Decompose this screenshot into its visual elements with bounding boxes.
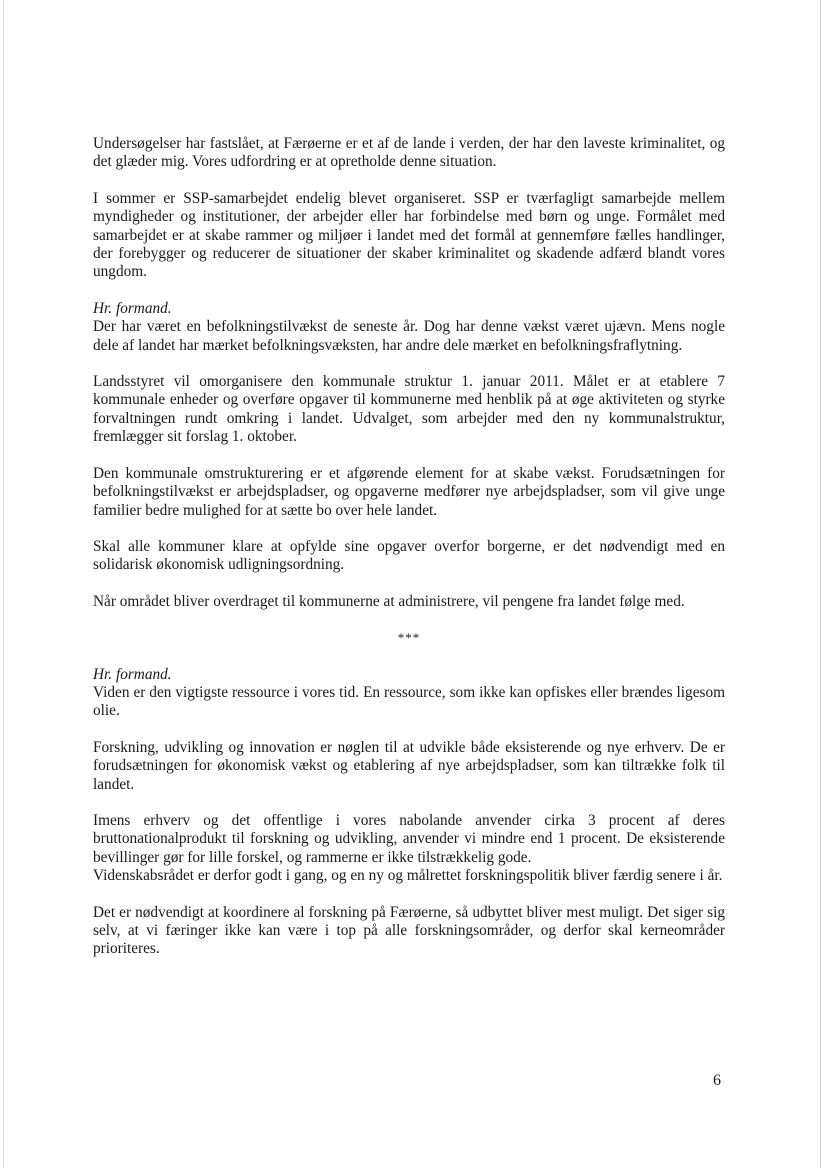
- scan-edge-left: [3, 0, 4, 1168]
- paragraph-knowledge: Viden er den vigtigste ressource i vores tid. En ressource, som ikke kan opfiskes eller brændes ligesom olie.: [93, 683, 725, 720]
- paragraph-population: Der har været en befolkningstilvækst de seneste år. Dog har denne vækst været ujævn. Mens nogle dele af landet har mærket befolkningsvæksten, har andre dele mærket en befolkningsfraflytning.: [93, 318, 725, 354]
- page-number: 6: [713, 1072, 721, 1089]
- paragraph-coordination: Det er nødvendigt at koordinere al forskning på Færøerne, så udbyttet bliver mest muligt. Det siger sig selv, at vi færinger ikke kan være i top på alle forskningsområder, og derfor skal kerneområder prioriteres.: [93, 903, 725, 958]
- paragraph-research-innovation: Forskning, udvikling og innovation er nøglen til at udvikle både eksisterende og nye erhverv. De er forudsætningen for økonomisk vækst og etablering af nye arbejdspladser, som kan tiltrække folk til landet.: [93, 738, 725, 793]
- paragraph-funding: Når området bliver overdraget til kommunerne at administrere, vil pengene fra landet følge med.: [93, 592, 685, 610]
- paragraph-municipal-structure: Landsstyret vil omorganisere den kommunale struktur 1. januar 2011. Målet er at etablere 7 kommunale enheder og overføre opgaver til kommunerne med henblik på at øge aktiviteten og styrke forvaltningen rundt omkring i landet. Udvalget, som arbejder med den ny kommunalstruktur, fremlægger sit forslag 1. oktober.: [93, 373, 725, 446]
- paragraph-science-council: Videnskabsrådet er derfor godt i gang, og en ny og målrettet forskningspolitik bliver færdig senere i år.: [93, 867, 723, 885]
- heading-hr-formand-2: Hr. formand.: [93, 665, 172, 683]
- paragraph-ssp: I sommer er SSP-samarbejdet endelig blevet organiseret. SSP er tværfagligt samarbejde mellem myndigheder og institutioner, der arbejder eller har forbindelse med børn og unge. Formålet med samarbejdet er at skabe rammer og miljøer i landet med det formål at gennemføre fælles handlinger, der forebygger og reducerer de situationer der skaber kriminalitet og skadende adfærd blandt vores ungdom.: [93, 189, 725, 281]
- paragraph-crime: Undersøgelser har fastslået, at Færøerne er et af de lande i verden, der har den laveste kriminalitet, og det glæder mig. Vores udfordring er at opretholde denne situation.: [93, 135, 725, 171]
- page-body: [93, 135, 725, 977]
- paragraph-restructuring: Den kommunale omstrukturering er et afgørende element for at skabe vækst. Forudsætningen for befolkningstilvækst er arbejdspladser, og opgaverne medfører nye arbejdspladser, som vil give unge familier bedre mulighed for at sætte bo over hele landet.: [93, 464, 725, 519]
- paragraph-research-spending: Imens erhverv og det offentlige i vores nabolande anvender cirka 3 procent af deres bruttonationalprodukt til forskning og udvikling, anvender vi mindre end 1 procent. De eksisterende bevillinger gør for lille forskel, og rammerne er ikke tilstrækkelig gode.: [93, 811, 725, 866]
- scan-edge-right: [820, 0, 821, 1168]
- paragraph-equalization: Skal alle kommuner klare at opfylde sine opgaver overfor borgerne, er det nødvendigt med en solidarisk økonomisk udligningsordning.: [93, 537, 725, 574]
- section-separator: ***: [397, 630, 421, 646]
- heading-hr-formand-1: Hr. formand.: [93, 299, 172, 317]
